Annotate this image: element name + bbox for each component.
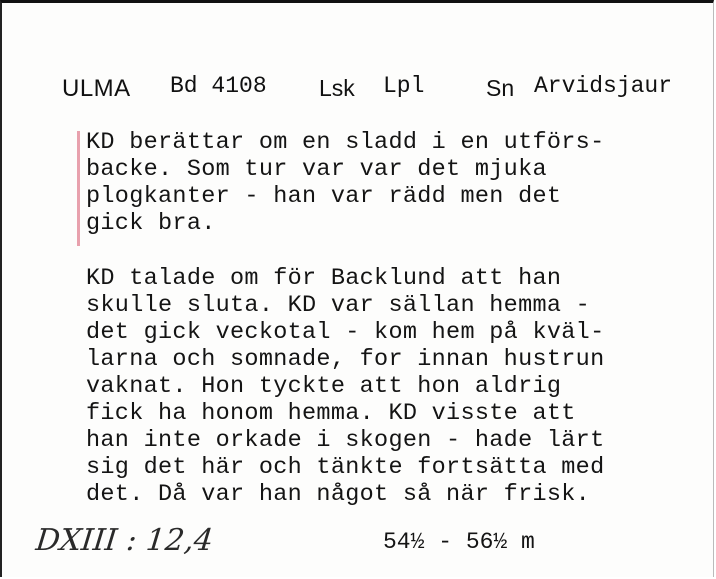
paragraph-1 <box>86 129 604 237</box>
text-line: gick bra. <box>86 210 216 237</box>
text-line: KD berättar om en sladd i en utförs- <box>86 129 605 156</box>
text-line: backe. Som tur var var det mjuka <box>86 156 547 183</box>
text-line: KD talade om för Backlund att han <box>86 265 562 292</box>
page-range: 54½ - 56½ m <box>383 529 535 555</box>
text-line: det. Då var han något så när frisk. <box>86 481 591 508</box>
archive-name: ULMA <box>62 75 131 102</box>
handwritten-reference: DXIII : 12,4 <box>34 523 215 558</box>
text-line: plogkanter - han var rädd men det <box>86 183 562 210</box>
paragraph-2 <box>86 265 604 508</box>
sn-value: Arvidsjaur <box>534 73 673 99</box>
text-line: sig det här och tänkte fortsätta med <box>86 454 605 481</box>
text-line: larna och somnade, for innan hustrun <box>86 346 605 373</box>
margin-marker <box>77 131 80 246</box>
text-line: vaknat. Hon tyckte att hon aldrig <box>86 373 562 400</box>
record-code: Bd 4108 <box>170 73 267 99</box>
text-line: det gick veckotal - kom hem på kväl- <box>86 319 605 346</box>
sn-label: Sn <box>486 75 515 101</box>
text-line: fick ha honom hemma. KD visste att <box>86 400 576 427</box>
text-line: han inte orkade i skogen - hade lärt <box>86 427 605 454</box>
lsk-label: Lsk <box>319 75 355 101</box>
lsk-value: Lpl <box>383 73 425 99</box>
text-line: skulle sluta. KD var sällan hemma - <box>86 292 591 319</box>
